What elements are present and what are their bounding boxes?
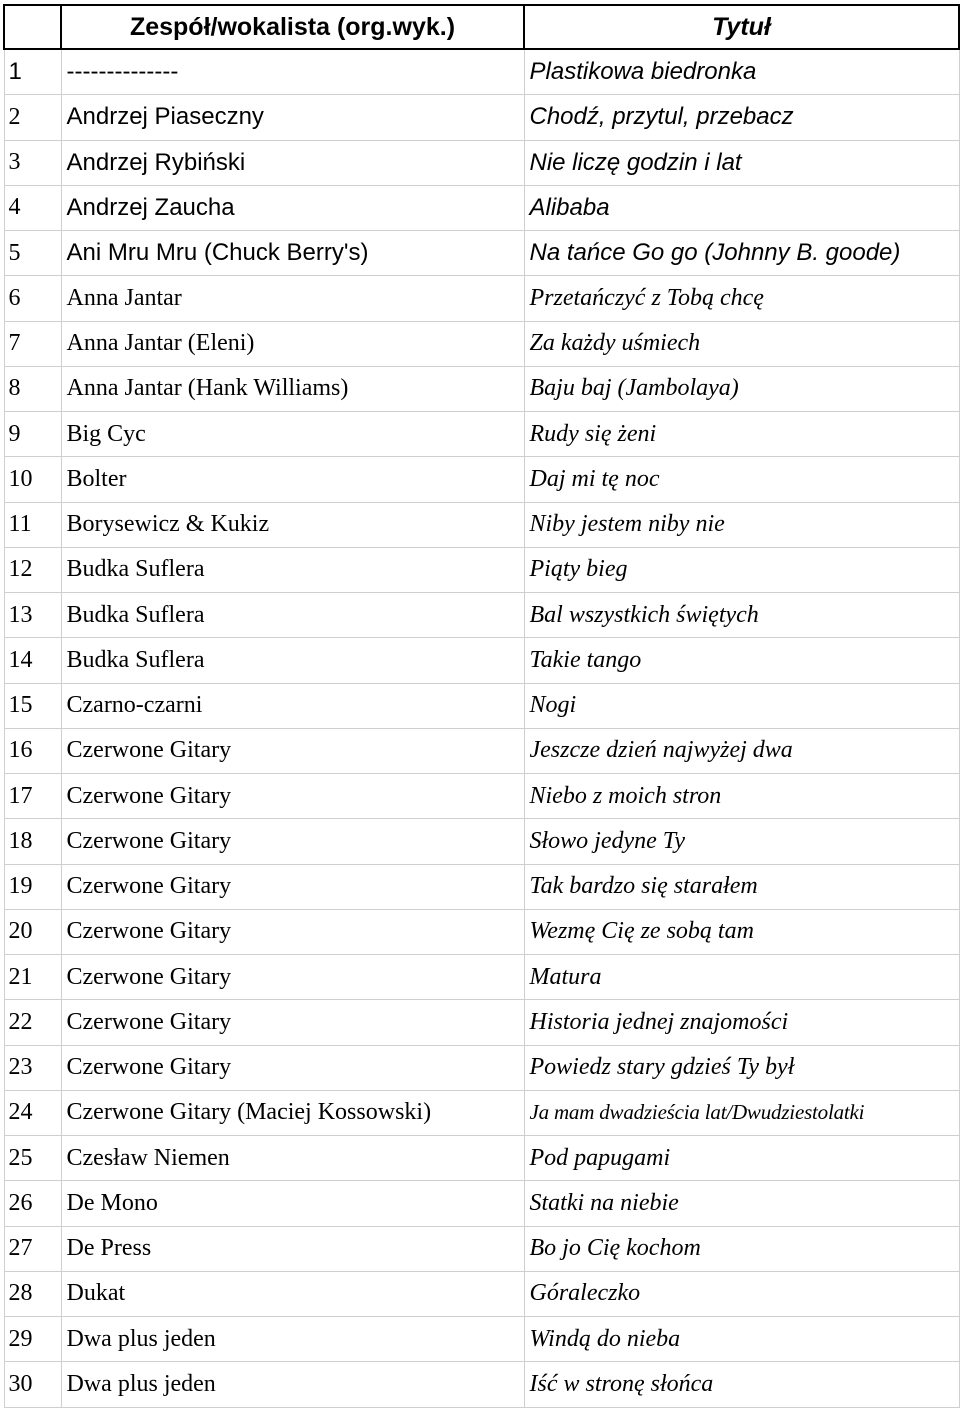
artist-cell: Bolter — [61, 457, 524, 502]
artist-cell: Czerwone Gitary — [61, 1000, 524, 1045]
song-table — [3, 4, 960, 1408]
table-row — [4, 1000, 959, 1045]
table-row — [4, 774, 959, 819]
table-row — [4, 1090, 959, 1135]
artist-cell: Dukat — [61, 1271, 524, 1316]
song-title-cell: Iść w stronę słońca — [524, 1362, 959, 1407]
song-title-cell: Tak bardzo się starałem — [524, 864, 959, 909]
table-row — [4, 140, 959, 185]
artist-cell: Dwa plus jeden — [61, 1317, 524, 1362]
table-row — [4, 321, 959, 366]
song-title-cell: Ja mam dwadzieścia lat/Dwudziestolatki — [524, 1090, 959, 1135]
artist-cell: Czerwone Gitary — [61, 955, 524, 1000]
song-title-cell: Windą do nieba — [524, 1317, 959, 1362]
artist-cell: Czerwone Gitary — [61, 864, 524, 909]
song-title-cell: Jeszcze dzień najwyżej dwa — [524, 728, 959, 773]
song-rows — [4, 49, 959, 1407]
table-row — [4, 1271, 959, 1316]
artist-cell: Borysewicz & Kukiz — [61, 502, 524, 547]
song-title-cell: Alibaba — [524, 185, 959, 230]
row-number: 8 — [4, 366, 61, 411]
table-header-row — [4, 5, 959, 49]
artist-cell: Czerwone Gitary — [61, 728, 524, 773]
row-number: 7 — [4, 321, 61, 366]
row-number: 12 — [4, 547, 61, 592]
song-title-cell: Historia jednej znajomości — [524, 1000, 959, 1045]
artist-cell: -------------- — [61, 49, 524, 95]
row-number: 11 — [4, 502, 61, 547]
row-number: 6 — [4, 276, 61, 321]
row-number: 5 — [4, 231, 61, 276]
row-number: 29 — [4, 1317, 61, 1362]
row-number: 2 — [4, 95, 61, 140]
artist-cell: Czesław Niemen — [61, 1136, 524, 1181]
artist-cell: Andrzej Rybiński — [61, 140, 524, 185]
row-number: 14 — [4, 638, 61, 683]
artist-cell: Czerwone Gitary — [61, 774, 524, 819]
table-row — [4, 1181, 959, 1226]
song-title-cell: Matura — [524, 955, 959, 1000]
song-title-cell: Niby jestem niby nie — [524, 502, 959, 547]
table-row — [4, 231, 959, 276]
row-number: 16 — [4, 728, 61, 773]
row-number: 22 — [4, 1000, 61, 1045]
artist-cell: Andrzej Zaucha — [61, 185, 524, 230]
artist-cell: Czerwone Gitary (Maciej Kossowski) — [61, 1090, 524, 1135]
artist-cell: Anna Jantar (Eleni) — [61, 321, 524, 366]
artist-cell: De Mono — [61, 1181, 524, 1226]
song-title-cell: Baju baj (Jambolaya) — [524, 366, 959, 411]
artist-cell: Budka Suflera — [61, 593, 524, 638]
table-row — [4, 457, 959, 502]
song-title-cell: Przetańczyć z Tobą chcę — [524, 276, 959, 321]
row-number: 10 — [4, 457, 61, 502]
row-number: 4 — [4, 185, 61, 230]
table-row — [4, 185, 959, 230]
song-title-cell: Bal wszystkich świętych — [524, 593, 959, 638]
song-title-cell: Góraleczko — [524, 1271, 959, 1316]
artist-cell: Dwa plus jeden — [61, 1362, 524, 1407]
row-number: 21 — [4, 955, 61, 1000]
table-row — [4, 909, 959, 954]
table-row — [4, 1045, 959, 1090]
row-number: 26 — [4, 1181, 61, 1226]
artist-cell: Big Cyc — [61, 412, 524, 457]
song-title-cell: Nie liczę godzin i lat — [524, 140, 959, 185]
table-row — [4, 502, 959, 547]
table-row — [4, 683, 959, 728]
artist-cell: Ani Mru Mru (Chuck Berry's) — [61, 231, 524, 276]
row-number: 28 — [4, 1271, 61, 1316]
artist-cell: Andrzej Piaseczny — [61, 95, 524, 140]
artist-cell: Czerwone Gitary — [61, 819, 524, 864]
row-number: 20 — [4, 909, 61, 954]
song-title-cell: Niebo z moich stron — [524, 774, 959, 819]
artist-cell: Czarno-czarni — [61, 683, 524, 728]
song-title-cell: Na tańce Go go (Johnny B. goode) — [524, 231, 959, 276]
table-row — [4, 547, 959, 592]
song-title-cell: Wezmę Cię ze sobą tam — [524, 909, 959, 954]
row-number: 1 — [4, 49, 61, 95]
row-number: 24 — [4, 1090, 61, 1135]
table-row — [4, 1136, 959, 1181]
table-row — [4, 276, 959, 321]
table-row — [4, 412, 959, 457]
song-title-cell: Powiedz stary gdzieś Ty był — [524, 1045, 959, 1090]
song-title-cell: Statki na niebie — [524, 1181, 959, 1226]
table-row — [4, 955, 959, 1000]
table-row — [4, 819, 959, 864]
row-number: 13 — [4, 593, 61, 638]
artist-cell: Czerwone Gitary — [61, 1045, 524, 1090]
artist-cell: De Press — [61, 1226, 524, 1271]
row-number: 15 — [4, 683, 61, 728]
title-column-header: Tytuł — [524, 5, 959, 49]
table-row — [4, 638, 959, 683]
table-row — [4, 864, 959, 909]
table-row — [4, 95, 959, 140]
artist-cell: Budka Suflera — [61, 638, 524, 683]
row-number: 19 — [4, 864, 61, 909]
song-title-cell: Nogi — [524, 683, 959, 728]
song-title-cell: Słowo jedyne Ty — [524, 819, 959, 864]
table-row — [4, 49, 959, 95]
artist-cell: Czerwone Gitary — [61, 909, 524, 954]
table-row — [4, 593, 959, 638]
table-row — [4, 366, 959, 411]
table-row — [4, 728, 959, 773]
row-number: 25 — [4, 1136, 61, 1181]
row-number: 27 — [4, 1226, 61, 1271]
artist-cell: Budka Suflera — [61, 547, 524, 592]
song-title-cell: Bo jo Cię kochom — [524, 1226, 959, 1271]
song-title-cell: Rudy się żeni — [524, 412, 959, 457]
song-title-cell: Daj mi tę noc — [524, 457, 959, 502]
row-number: 30 — [4, 1362, 61, 1407]
song-title-cell: Pod papugami — [524, 1136, 959, 1181]
artist-cell: Anna Jantar — [61, 276, 524, 321]
song-title-cell: Za każdy uśmiech — [524, 321, 959, 366]
row-number: 23 — [4, 1045, 61, 1090]
song-title-cell: Takie tango — [524, 638, 959, 683]
row-number: 9 — [4, 412, 61, 457]
table-row — [4, 1226, 959, 1271]
artist-column-header: Zespół/wokalista (org.wyk.) — [61, 5, 524, 49]
table-row — [4, 1317, 959, 1362]
row-number: 18 — [4, 819, 61, 864]
row-number: 17 — [4, 774, 61, 819]
row-number: 3 — [4, 140, 61, 185]
song-title-cell: Plastikowa biedronka — [524, 49, 959, 95]
table-row — [4, 1362, 959, 1407]
artist-cell: Anna Jantar (Hank Williams) — [61, 366, 524, 411]
number-column-header — [4, 5, 61, 49]
song-title-cell: Chodź, przytul, przebacz — [524, 95, 959, 140]
song-title-cell: Piąty bieg — [524, 547, 959, 592]
